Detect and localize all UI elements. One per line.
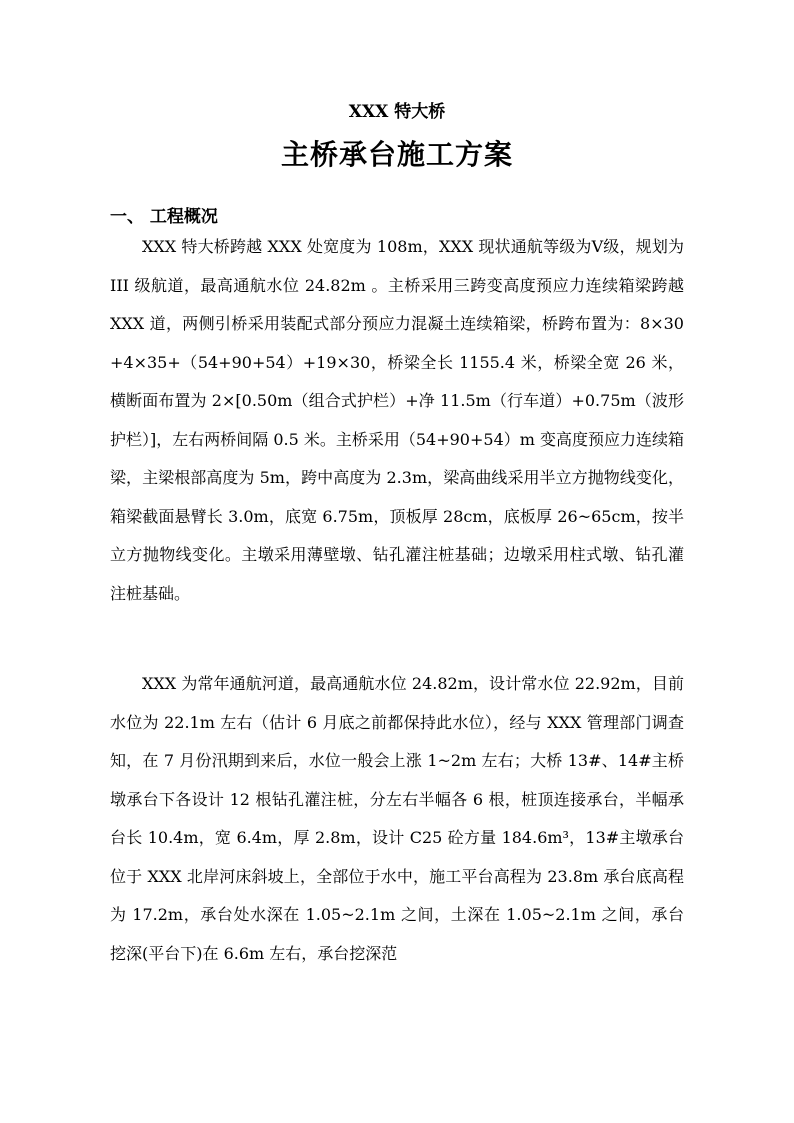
- document-title: 主桥承台施工方案: [280, 138, 513, 171]
- document-subtitle: XXX 特大桥: [348, 102, 446, 122]
- paragraph-water-conditions: XXX 为常年通航河道，最高通航水位 24.82m，设计常水位 22.92m，目前水位为 22.1m 左右（估计 6 月底之前都保持此水位），经与 XXX 管理部门调查知，在 7 月份汛期到来后，水位一般会上涨 1~2m 左右；大桥 13#、14#主桥墩承台下各设计 12 根钻孔灌注桩，分左右半幅各 6 根，桩顶连接承台，半幅承台长 10.4m，宽 6.4m，厚 2.8m，设计 C25 砼方量 184.6m³，13#主墩承台位于 XXX 北岸河床斜坡上，全部位于水中，施工平台高程为 23.8m 承台底高程为 17.2m，承台处水深在 1.05~2.1m 之间，土深在 1.05~2.1m 之间，承台挖深(平台下)在 6.6m 左右，承台挖深范: [110, 674, 684, 963]
- paragraph-project-overview: XXX 特大桥跨越 XXX 处宽度为 108m，XXX 现状通航等级为Ⅴ级，规划为 III 级航道，最高通航水位 24.82m 。主桥采用三跨变高度预应力连续箱梁跨越 XXX 道，两侧引桥采用装配式部分预应力混凝土连续箱梁，桥跨布置为：8×30+4×35+（54+90+54）+19×30，桥梁全长 1155.4 米，桥梁全宽 26 米，横断面布置为 2×[0.50m（组合式护栏）+净 11.5m（行车道）+0.75m（波形护栏）]，左右两桥间隔 0.5 米。主桥采用（54+90+54）m 变高度预应力连续箱梁，主梁根部高度为 5m，跨中高度为 2.3m，梁高曲线采用半立方抛物线变化，箱梁截面悬臂长 3.0m，底宽 6.75m，顶板厚 28cm，底板厚 26~65cm，按半立方抛物线变化。主墩采用薄壁墩、钻孔灌注桩基础；边墩采用柱式墩、钻孔灌注桩基础。: [110, 237, 685, 603]
- section-heading: 一、 工程概况: [110, 207, 218, 227]
